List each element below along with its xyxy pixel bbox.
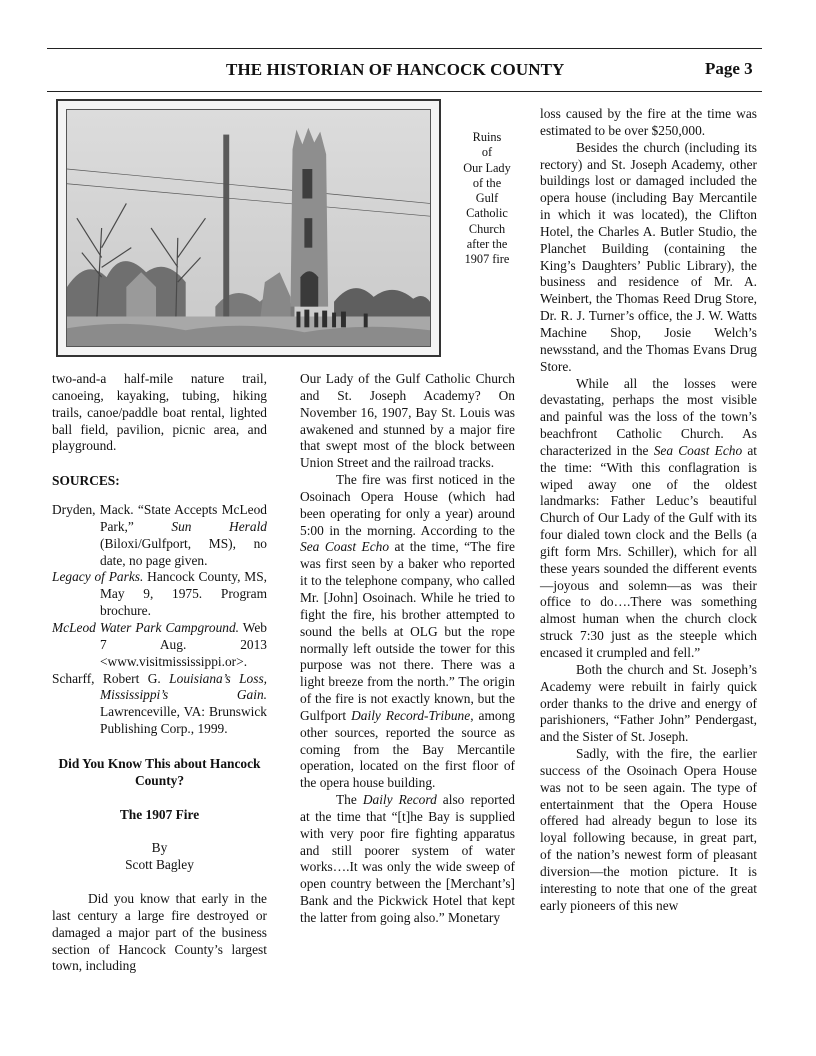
article-paragraph xyxy=(300,472,515,792)
park-amenities-text: two-and-a half-mile nature trail, canoeing, kayaking, tubing, hiking trails, canoe/paddle boat rental, lighted ball field, pavilion, picnic area, and playground. xyxy=(52,371,267,454)
article-paragraph: Besides the church (including its rectory) and St. Joseph Academy, other buildings lost or damaged included the opera house (including Bay Mercantile in which it was located), the Clifton Hotel, the Charles A. Butler Studio, the Planchet Building (containing the King’s Daughters’ Public Library), the business and residence of Mr. A. Weinbert, the Thomas Reed Drug Store, Dr. R. J. Turner’s office, the J. W. Watts Machine Shop, Josie Welch’s newsstand, and the Thomas Evans Drug Store. xyxy=(540,139,757,374)
source-title: Legacy of Parks. xyxy=(52,569,144,585)
article-paragraph: Our Lady of the Gulf Catholic Church and St. Joseph Academy? On November 16, 1907, Bay St. Louis was awakened and stunned by a major fire that swept most of the block between Union Street and the railroad tracks. xyxy=(300,371,515,471)
caption-line: Church xyxy=(468,221,506,236)
text-run: also reported at the time that “[t]he Bay is supplied with very poor fire fighting apparatus and still poorer system of water works….It was only the wide sweep of open country between the [Merchant’s] Bank and the Pickwick Hotel that kept the latter from going also.” Monetary xyxy=(300,792,515,925)
text-run: The xyxy=(336,792,363,808)
header-rule-top xyxy=(47,48,762,49)
article-paragraph: Both the church and St. Joseph’s Academy were rebuilt in fairly quick order thanks to the drive and energy of parishioners, “Father John” Pendergast, and the Sister of St. Joseph. xyxy=(540,661,757,745)
caption-line: Catholic xyxy=(466,206,508,221)
newsletter-title: THE HISTORIAN OF HANCOCK COUNTY xyxy=(226,60,565,79)
caption-line: of xyxy=(481,145,493,160)
source-author: Dryden, Mack. “State Accepts McLeod Park,” xyxy=(52,502,267,534)
publication-name: Sea Coast Echo xyxy=(653,442,743,458)
source-details: Web 7 Aug. 2013 <www.visitmississippi.or>. xyxy=(100,619,268,669)
text-run: While all the losses were devastating, perhaps the most visible and painful was the loss of the town’s beachfront Catholic Church. As characterized in the xyxy=(540,375,757,458)
column-right xyxy=(540,106,757,915)
article-paragraph: Sadly, with the fire, the earlier success of the Osoinach Opera House was not to be seen again. The type of entertainment that the Opera House offered had already begun to lose its loyal following because, in great part, of the nation’s newest form of pleasant diversion—the motion picture. It is interesting to note that one of the great early pioneers of this new xyxy=(540,746,757,913)
source-title: Sun Herald xyxy=(171,518,267,534)
source-details: Hancock County, MS, May 9, 1975. Program brochure. xyxy=(100,569,267,619)
caption-line: Ruins xyxy=(472,130,502,144)
church-ruins-photo xyxy=(56,99,441,357)
source-title: Louisiana’s Loss, Mississippi’s Gain. xyxy=(100,670,267,703)
source-details: (Biloxi/Gulfport, MS), no date, no page given. xyxy=(100,535,267,568)
byline-by: By xyxy=(151,840,168,856)
photo-image xyxy=(66,109,431,347)
caption-line: Gulf xyxy=(475,191,499,206)
source-author: Scharff, Robert G. xyxy=(52,670,170,686)
header-rule-bottom xyxy=(47,91,762,92)
text-run: at the time: “With this conflagration is wiped away one of the oldest landmarks: Father Leduc’s beautiful Church of Our Lady of the Gulf with its four dialed town clock and the Bells (a gift form Mrs. Schiller), which for all these years sounded the different events—joyous and solemn—as was their office to do….There was something almost human when the church clock struck 7:30 just as the steeple which encased it crumpled and fell.” xyxy=(540,442,758,660)
text-run: , among other sources, reported the source as coming from the Bay Mercantile operation, located on the first floor of the opera house building. xyxy=(300,707,515,791)
publication-name: Sea Coast Echo xyxy=(300,539,390,555)
column-middle xyxy=(300,371,515,927)
page-number: Page 3 xyxy=(705,59,753,78)
publication-name: Daily Record-Tribune xyxy=(351,707,471,723)
sources-heading: SOURCES: xyxy=(52,473,120,489)
caption-line: after the xyxy=(466,237,508,252)
article-paragraph xyxy=(540,376,757,662)
source-entry xyxy=(52,671,267,738)
source-details: Lawrenceville, VA: Brunswick Publishing Corp., 1999. xyxy=(100,704,267,737)
caption-line: 1907 fire xyxy=(464,252,510,267)
feature-heading: Did You Know This about Hancock County? xyxy=(58,755,261,788)
article-paragraph: loss caused by the fire at the time was estimated to be over $250,000. xyxy=(540,106,757,138)
article-title: The 1907 Fire xyxy=(119,806,200,822)
text-run: at the time, “The fire was first seen by a baker who reported it to the telephone company, who called Mr. [John] Osoinach. While he tried to fight the fire, his brother attempted to sound the bells at OLG but the rope normally left outside the tower for this purpose was not there. There was a light breeze from the north.” The origin of the fire is not exactly known, but the Gulfport xyxy=(300,539,516,723)
caption-line: Our Lady xyxy=(463,160,511,175)
text-run: The fire was first noticed in the Osoinach Opera House (which had been operating for only a year) around 5:00 in the morning. According to the xyxy=(300,472,515,538)
article-paragraph xyxy=(300,792,515,927)
caption-line: of the xyxy=(472,175,502,190)
source-entry xyxy=(52,502,267,569)
publication-name: Daily Record xyxy=(362,792,437,808)
church-ruins-illustration xyxy=(67,110,430,346)
photo-caption xyxy=(459,130,515,268)
source-entry xyxy=(52,620,267,671)
source-entry xyxy=(52,569,267,620)
byline-author: Scott Bagley xyxy=(125,857,194,873)
article-paragraph: Did you know that early in the last century a large fire destroyed or damaged a major part of the business section of Hancock County’s largest town, including xyxy=(52,891,267,974)
source-title: McLeod Water Park Campground. xyxy=(52,619,240,635)
column-left xyxy=(52,371,267,975)
